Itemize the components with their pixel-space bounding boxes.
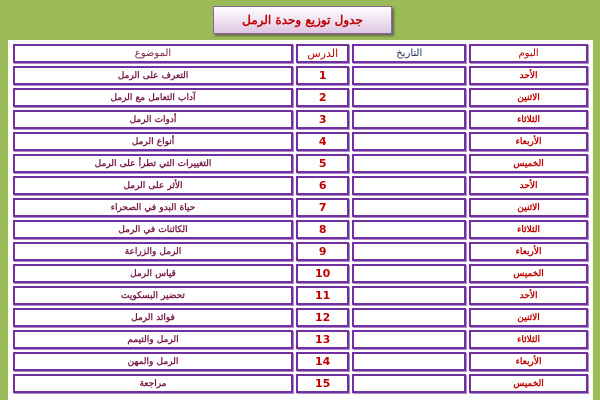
topic-cell: حياة البدو في الصحراء [13,198,293,217]
table-row [13,242,588,261]
topic-cell: مراجعة [13,374,293,393]
topic-cell: أدوات الرمل [13,110,293,129]
day-cell: الثلاثاء [469,330,588,349]
date-cell[interactable] [352,352,466,371]
schedule-table [10,41,591,396]
lesson-number-cell: 13 [296,330,349,349]
day-cell: الأحد [469,66,588,85]
table-row [13,264,588,283]
day-cell: الأربعاء [469,242,588,261]
day-cell: الأربعاء [469,352,588,371]
table-row [13,352,588,371]
lesson-number-cell: 9 [296,242,349,261]
date-cell[interactable] [352,286,466,305]
date-cell[interactable] [352,198,466,217]
day-cell: الثلاثاء [469,110,588,129]
day-cell: الخميس [469,374,588,393]
topic-cell: التغييرات التي تطرأ على الرمل [13,154,293,173]
page-title: جدول توزيع وحدة الرمل [213,6,392,34]
day-cell: الأحد [469,286,588,305]
date-cell[interactable] [352,330,466,349]
table-row [13,374,588,393]
lesson-number-cell: 11 [296,286,349,305]
topic-cell: الرمل والتيمم [13,330,293,349]
column-header-topic: الموضوع [13,44,293,63]
day-cell: الاثنين [469,88,588,107]
day-cell: الاثنين [469,308,588,327]
day-cell: الأحد [469,176,588,195]
topic-cell: فوائد الرمل [13,308,293,327]
lesson-number-cell: 12 [296,308,349,327]
day-cell: الثلاثاء [469,220,588,239]
table-row [13,132,588,151]
lesson-number-cell: 2 [296,88,349,107]
date-cell[interactable] [352,66,466,85]
lesson-number-cell: 15 [296,374,349,393]
lesson-number-cell: 4 [296,132,349,151]
lesson-number-cell: 14 [296,352,349,371]
schedule-sheet [8,40,593,400]
lesson-number-cell: 5 [296,154,349,173]
table-row [13,308,588,327]
day-cell: الخميس [469,264,588,283]
lesson-number-cell: 3 [296,110,349,129]
day-cell: الاثنين [469,198,588,217]
table-row [13,88,588,107]
table-row [13,198,588,217]
lesson-number-cell: 10 [296,264,349,283]
lesson-number-cell: 7 [296,198,349,217]
table-row [13,154,588,173]
table-row [13,110,588,129]
date-cell[interactable] [352,132,466,151]
topic-cell: أنواع الرمل [13,132,293,151]
table-header-row [13,44,588,63]
lesson-number-cell: 6 [296,176,349,195]
day-cell: الأربعاء [469,132,588,151]
date-cell[interactable] [352,88,466,107]
table-row [13,176,588,195]
table-row [13,330,588,349]
topic-cell: تحضير البسكويت [13,286,293,305]
day-cell: الخميس [469,154,588,173]
table-row [13,286,588,305]
table-row [13,220,588,239]
topic-cell: آداب التعامل مع الرمل [13,88,293,107]
topic-cell: قياس الرمل [13,264,293,283]
topic-cell: الكائنات في الرمل [13,220,293,239]
date-cell[interactable] [352,374,466,393]
date-cell[interactable] [352,242,466,261]
column-header-date: التاريخ [352,44,466,63]
date-cell[interactable] [352,220,466,239]
date-cell[interactable] [352,110,466,129]
date-cell[interactable] [352,308,466,327]
lesson-number-cell: 1 [296,66,349,85]
date-cell[interactable] [352,154,466,173]
lesson-number-cell: 8 [296,220,349,239]
column-header-day: اليوم [469,44,588,63]
topic-cell: الرمل والمهن [13,352,293,371]
topic-cell: الرمل والزراعة [13,242,293,261]
column-header-lesson: الدرس [296,44,349,63]
topic-cell: الأثر على الرمل [13,176,293,195]
table-row [13,66,588,85]
topic-cell: التعرف على الرمل [13,66,293,85]
date-cell[interactable] [352,264,466,283]
date-cell[interactable] [352,176,466,195]
